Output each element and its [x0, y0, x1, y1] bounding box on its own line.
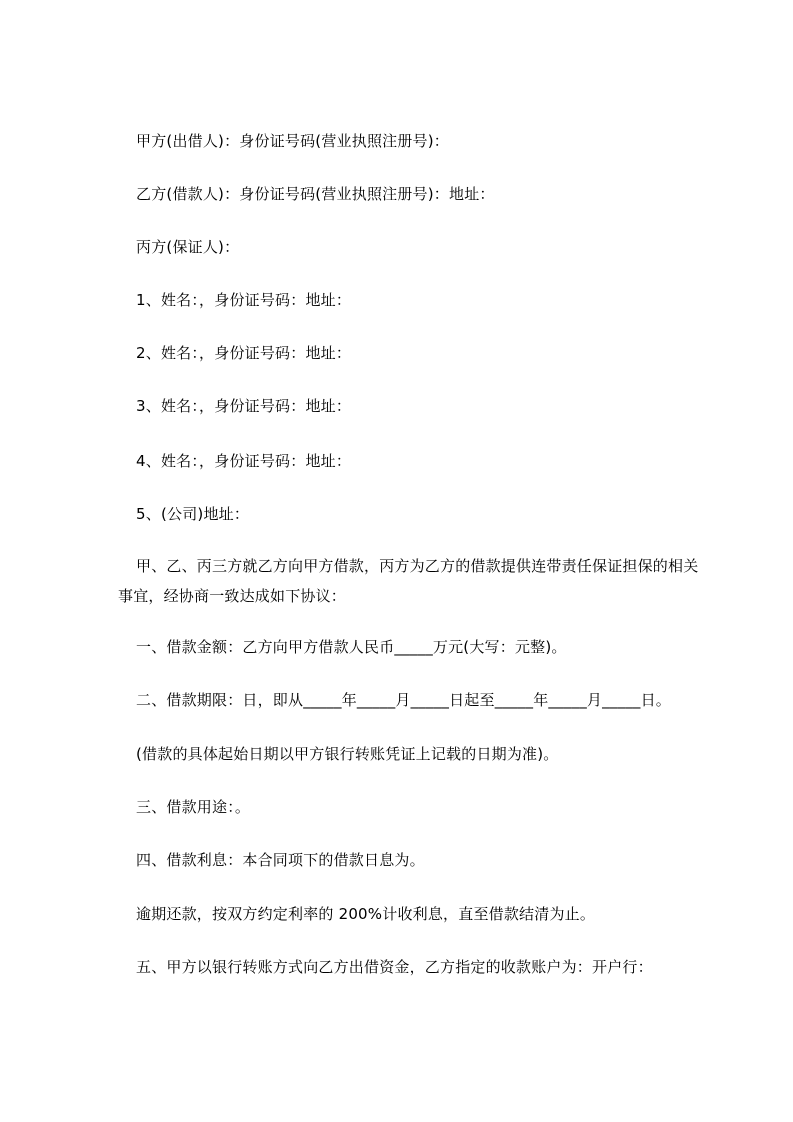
clause-transfer-account: 五、甲方以银行转账方式向乙方出借资金，乙方指定的收款账户为：开户行：	[136, 958, 653, 976]
party-b-line: 乙方(借款人)：身份证号码(营业执照注册号)：地址：	[136, 185, 495, 203]
clause-loan-interest: 四、借款利息：本合同项下的借款日息为。	[136, 851, 425, 869]
clause-loan-purpose: 三、借款用途：。	[136, 798, 251, 816]
clause-overdue: 逾期还款，按双方约定利率的 200%计收利息，直至借款结清为止。	[136, 905, 596, 923]
party-c-line: 丙方(保证人)：	[136, 238, 240, 256]
guarantor-2-line: 2、姓名：，身份证号码：地址：	[136, 344, 352, 362]
intro-paragraph: 甲、乙、丙三方就乙方向甲方借款，丙方为乙方的借款提供连带责任保证担保的相关事宜，经协商一致达成如下协议：	[118, 557, 699, 605]
guarantor-3-line: 3、姓名：，身份证号码：地址：	[136, 397, 352, 415]
guarantor-1-line: 1、姓名：，身份证号码：地址：	[136, 291, 352, 309]
clause-loan-amount: 一、借款金额：乙方向甲方借款人民币_____万元(大写：元整)。	[136, 638, 567, 656]
guarantor-company-line: 5、(公司)地址：	[136, 505, 250, 523]
clause-loan-term: 二、借款期限：日，即从_____年_____月_____日起至_____年_____月_____日。	[136, 691, 672, 709]
guarantor-4-line: 4、姓名：，身份证号码：地址：	[136, 452, 352, 470]
party-a-line: 甲方(出借人)：身份证号码(营业执照注册号)：	[136, 132, 450, 150]
clause-term-note: (借款的具体起始日期以甲方银行转账凭证上记载的日期为准)。	[136, 745, 559, 763]
